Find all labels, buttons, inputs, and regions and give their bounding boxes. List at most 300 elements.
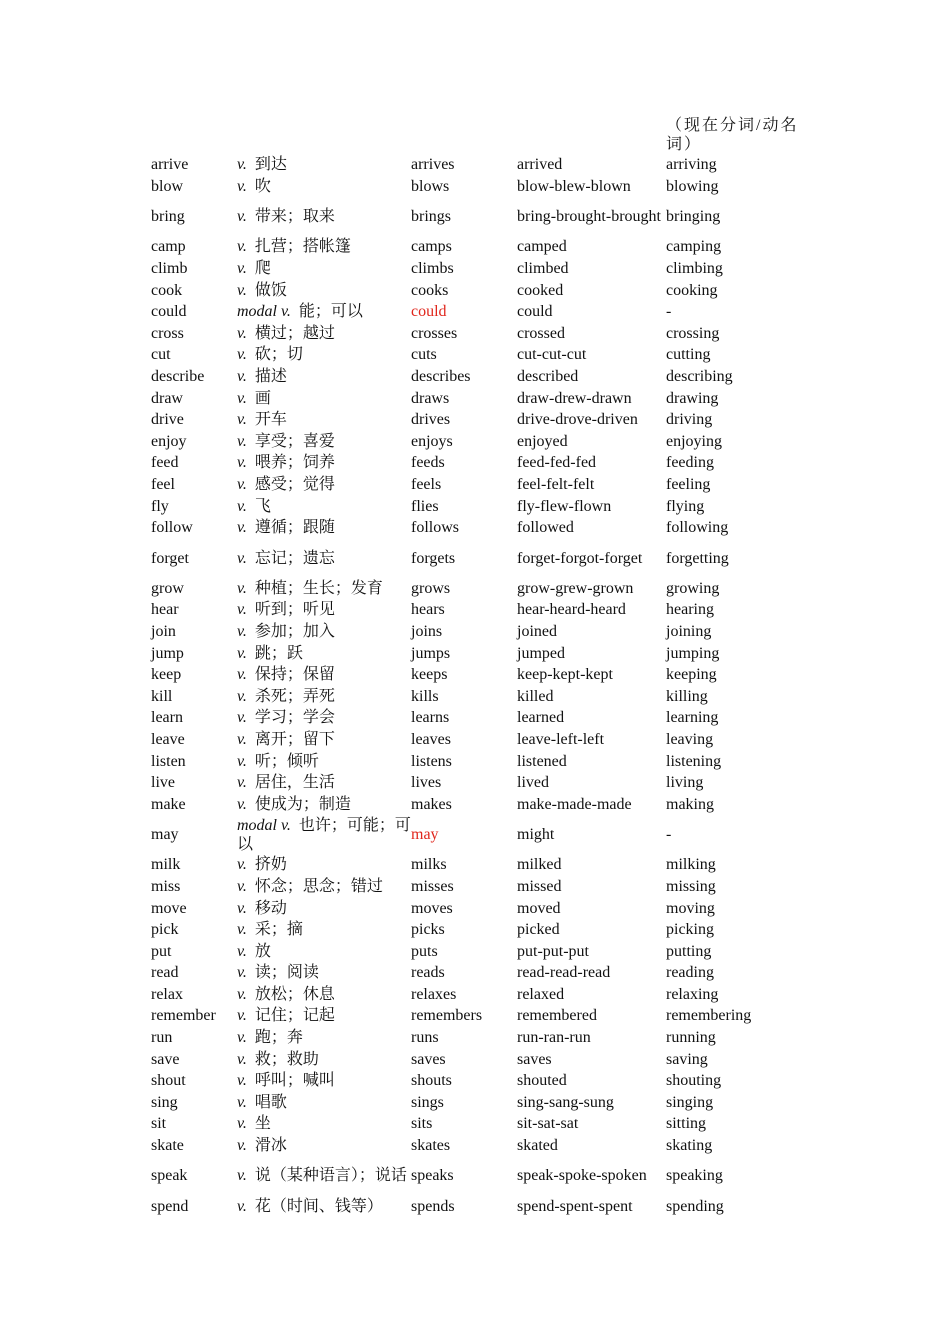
part-of-speech: v. (237, 1137, 247, 1155)
table-row (148, 431, 788, 453)
part-of-speech: v. (237, 1007, 247, 1025)
part-of-speech: v. (237, 579, 247, 597)
ing-form-cell: bringing (666, 208, 721, 226)
table-row (148, 1070, 788, 1092)
past-forms-cell: killed (517, 687, 554, 705)
past-forms-cell: feed-fed-fed (517, 454, 597, 472)
ing-form-cell: - (666, 303, 672, 321)
third-person-cell: feeds (411, 454, 445, 472)
third-person-cell: misses (411, 877, 454, 895)
third-person-cell: puts (411, 942, 438, 960)
table-row (148, 301, 788, 323)
third-person-cell: forgets (411, 549, 456, 567)
meaning-cell (237, 301, 411, 323)
meaning-cell (237, 599, 411, 621)
meaning-cell (237, 387, 411, 409)
meaning-cell (237, 1027, 411, 1049)
meaning-cell (237, 664, 411, 686)
third-person-cell: draws (411, 389, 450, 407)
ing-form-cell: learning (666, 709, 719, 727)
table-row (148, 1113, 788, 1135)
past-forms-cell: milked (517, 856, 562, 874)
table-row (148, 1156, 788, 1195)
past-forms-cell: drive-drove-driven (517, 411, 638, 429)
table-row (148, 750, 788, 772)
ing-form-cell: moving (666, 899, 715, 917)
chinese-meaning: 挤奶 (254, 856, 287, 874)
ing-form-cell: arriving (666, 156, 717, 174)
third-person-cell: arrives (411, 156, 455, 174)
third-person-cell: grows (411, 579, 451, 597)
part-of-speech: v. (237, 687, 247, 705)
word-cell: could (151, 303, 187, 321)
third-person-cell: shouts (411, 1072, 452, 1090)
ing-form-cell: shouting (666, 1072, 722, 1090)
part-of-speech: v. (237, 389, 247, 407)
chinese-meaning: 跑；奔 (254, 1029, 303, 1047)
chinese-meaning: 忘记；遗忘 (254, 549, 335, 567)
third-person-cell: describes (411, 368, 471, 386)
past-forms-cell: shouted (517, 1072, 567, 1090)
table-row (148, 962, 788, 984)
chinese-meaning: 记住；记起 (254, 1007, 335, 1025)
ing-form-cell: sitting (666, 1115, 707, 1133)
meaning-cell (237, 154, 411, 176)
ing-form-cell: spending (666, 1197, 724, 1215)
past-forms-cell: leave-left-left (517, 730, 605, 748)
meaning-cell (237, 876, 411, 898)
ing-form-cell: feeding (666, 454, 714, 472)
part-of-speech: v. (237, 1029, 247, 1047)
past-forms-cell: arrived (517, 156, 563, 174)
past-forms-cell: feel-felt-felt (517, 476, 595, 494)
meaning-cell (237, 197, 411, 236)
meaning-cell (237, 642, 411, 664)
chinese-meaning: 采；摘 (254, 921, 303, 939)
ing-form-cell: blowing (666, 177, 719, 195)
third-person-cell: moves (411, 899, 453, 917)
third-person-cell: climbs (411, 260, 454, 278)
meaning-cell (237, 750, 411, 772)
table-row (148, 344, 788, 366)
word-cell: cut (151, 346, 171, 364)
word-cell: camp (151, 238, 186, 256)
meaning-cell (237, 1135, 411, 1157)
chinese-meaning: 做饭 (254, 281, 287, 299)
ing-form-cell: relaxing (666, 985, 719, 1003)
chinese-meaning: 说（某种语言）；说话 (254, 1167, 407, 1185)
chinese-meaning: 放 (254, 942, 271, 960)
past-forms-cell: remembered (517, 1007, 597, 1025)
meaning-cell (237, 793, 411, 815)
table-row (148, 1135, 788, 1157)
chinese-meaning: 离开；留下 (254, 730, 335, 748)
part-of-speech: v. (237, 549, 247, 567)
ing-form-cell: picking (666, 921, 714, 939)
table-row (148, 876, 788, 898)
chinese-meaning: 救；救助 (254, 1050, 319, 1068)
meaning-cell (237, 919, 411, 941)
past-forms-cell: picked (517, 921, 560, 939)
chinese-meaning: 吹 (254, 177, 271, 195)
part-of-speech: v. (237, 324, 247, 342)
meaning-cell (237, 984, 411, 1006)
meaning-cell (237, 707, 411, 729)
meaning-cell (237, 323, 411, 345)
part-of-speech: v. (237, 260, 247, 278)
past-forms-cell: put-put-put (517, 942, 589, 960)
word-cell: forget (151, 549, 189, 567)
past-forms-cell: camped (517, 238, 567, 256)
meaning-cell (237, 578, 411, 600)
past-forms-cell: hear-heard-heard (517, 601, 626, 619)
past-forms-cell: moved (517, 899, 561, 917)
ing-form-cell: reading (666, 964, 714, 982)
part-of-speech: v. (237, 497, 247, 515)
word-cell: speak (151, 1167, 188, 1185)
past-forms-cell: spend-spent-spent (517, 1197, 633, 1215)
third-person-cell: follows (411, 519, 459, 537)
chinese-meaning: 画 (254, 389, 271, 407)
word-cell: sing (151, 1093, 178, 1111)
past-forms-cell: make-made-made (517, 795, 632, 813)
past-forms-cell: relaxed (517, 985, 565, 1003)
part-of-speech: v. (237, 156, 247, 174)
past-forms-cell: lived (517, 774, 549, 792)
past-forms-cell: read-read-read (517, 964, 611, 982)
meaning-cell (237, 897, 411, 919)
word-cell: miss (151, 877, 181, 895)
part-of-speech: v. (237, 774, 247, 792)
word-cell: hear (151, 601, 179, 619)
chinese-meaning: 能；可以 (298, 303, 363, 321)
word-cell: jump (151, 644, 184, 662)
word-cell: cook (151, 281, 183, 299)
chinese-meaning: 飞 (254, 497, 271, 515)
ing-form-cell: remembering (666, 1007, 752, 1025)
chinese-meaning: 遵循；跟随 (254, 519, 335, 537)
table-row (148, 1092, 788, 1114)
third-person-cell: flies (411, 497, 439, 515)
chinese-meaning: 花（时间、钱等） (254, 1197, 383, 1215)
word-cell: fly (151, 497, 169, 515)
part-of-speech: v. (237, 1115, 247, 1133)
third-person-cell: learns (411, 709, 450, 727)
meaning-cell (237, 452, 411, 474)
ing-form-cell: driving (666, 411, 713, 429)
chinese-meaning: 扎营；搭帐篷 (254, 238, 351, 256)
word-cell: read (151, 964, 179, 982)
part-of-speech: v. (237, 666, 247, 684)
chinese-meaning: 读；阅读 (254, 964, 319, 982)
past-forms-cell: missed (517, 877, 562, 895)
table-row (148, 664, 788, 686)
table-row (148, 815, 788, 854)
chinese-meaning: 坐 (254, 1115, 271, 1133)
third-person-cell: lives (411, 774, 442, 792)
part-of-speech: v. (237, 899, 247, 917)
table-row (148, 258, 788, 280)
part-of-speech: v. (237, 519, 247, 537)
meaning-cell (237, 854, 411, 876)
table-row (148, 984, 788, 1006)
third-person-cell: sings (411, 1093, 444, 1111)
chinese-meaning: 呼叫；喊叫 (254, 1072, 335, 1090)
chinese-meaning: 学习；学会 (254, 709, 335, 727)
table-row (148, 176, 788, 198)
word-cell: remember (151, 1007, 216, 1025)
meaning-cell (237, 940, 411, 962)
chinese-meaning: 唱歌 (254, 1093, 287, 1111)
past-forms-cell: crossed (517, 324, 565, 342)
word-cell: join (151, 622, 176, 640)
meaning-cell (237, 236, 411, 258)
third-person-cell: jumps (411, 644, 451, 662)
chinese-meaning: 感受；觉得 (254, 476, 335, 494)
part-of-speech: v. (237, 856, 247, 874)
third-person-cell: makes (411, 795, 452, 813)
chinese-meaning: 砍；切 (254, 346, 303, 364)
table-row (148, 452, 788, 474)
ing-form-cell: running (666, 1029, 716, 1047)
ing-form-cell: forgetting (666, 549, 729, 567)
word-cell: climb (151, 260, 188, 278)
ing-form-cell: listening (666, 752, 722, 770)
ing-form-cell: feeling (666, 476, 711, 494)
word-cell: kill (151, 687, 173, 705)
ing-form-cell: making (666, 795, 714, 813)
table-row (148, 578, 788, 600)
third-person-cell: runs (411, 1029, 439, 1047)
table-row (148, 539, 788, 578)
word-cell: put (151, 942, 172, 960)
chinese-meaning: 到达 (254, 156, 287, 174)
past-forms-cell: sit-sat-sat (517, 1115, 579, 1133)
ing-form-cell: drawing (666, 389, 719, 407)
part-of-speech: v. (237, 1197, 247, 1215)
word-cell: learn (151, 709, 183, 727)
word-cell: live (151, 774, 175, 792)
chinese-meaning: 移动 (254, 899, 287, 917)
chinese-meaning: 保持；保留 (254, 666, 335, 684)
part-of-speech: v. (237, 1167, 247, 1185)
ing-form-cell: skating (666, 1137, 713, 1155)
third-person-cell: skates (411, 1137, 451, 1155)
word-cell: draw (151, 389, 183, 407)
part-of-speech: v. (237, 476, 247, 494)
ing-form-cell: hearing (666, 601, 714, 619)
past-forms-cell: jumped (517, 644, 565, 662)
word-cell: skate (151, 1137, 184, 1155)
past-forms-cell: grow-grew-grown (517, 579, 634, 597)
meaning-cell (237, 517, 411, 539)
table-row (148, 793, 788, 815)
third-person-cell: saves (411, 1050, 446, 1068)
word-cell: make (151, 795, 186, 813)
chinese-meaning: 参加；加入 (254, 622, 335, 640)
word-cell: grow (151, 579, 184, 597)
meaning-cell (237, 772, 411, 794)
meaning-cell (237, 1070, 411, 1092)
part-of-speech: v. (237, 368, 247, 386)
ing-form-cell: describing (666, 368, 733, 386)
past-forms-cell: cut-cut-cut (517, 346, 587, 364)
part-of-speech: v. (237, 730, 247, 748)
chinese-meaning: 横过；越过 (254, 324, 335, 342)
table-row (148, 236, 788, 258)
meaning-cell (237, 495, 411, 517)
third-person-cell: milks (411, 856, 447, 874)
word-cell: shout (151, 1072, 186, 1090)
part-of-speech: v. (237, 177, 247, 195)
chinese-meaning: 跳；跃 (254, 644, 303, 662)
ing-form-cell: speaking (666, 1167, 723, 1185)
past-forms-cell: blow-blew-blown (517, 177, 631, 195)
ing-form-cell: following (666, 519, 729, 537)
past-forms-cell: enjoyed (517, 432, 568, 450)
ing-form-cell: living (666, 774, 704, 792)
third-person-cell: camps (411, 238, 452, 256)
part-of-speech: v. (237, 644, 247, 662)
third-person-cell: brings (411, 208, 451, 226)
table-row (148, 279, 788, 301)
part-of-speech: v. (237, 281, 247, 299)
past-forms-cell: might (517, 826, 555, 844)
word-cell: move (151, 899, 187, 917)
third-person-cell: drives (411, 411, 451, 429)
meaning-cell (237, 539, 411, 578)
ing-form-cell: milking (666, 856, 716, 874)
meaning-cell (237, 685, 411, 707)
part-of-speech: v. (237, 877, 247, 895)
table-row (148, 854, 788, 876)
word-cell: arrive (151, 156, 189, 174)
part-of-speech: v. (237, 921, 247, 939)
third-person-cell: listens (411, 752, 452, 770)
part-of-speech: v. (237, 1093, 247, 1111)
word-cell: run (151, 1029, 173, 1047)
past-forms-cell: cooked (517, 281, 564, 299)
vocabulary-table (148, 154, 788, 1217)
third-person-cell: hears (411, 601, 445, 619)
past-forms-cell: speak-spoke-spoken (517, 1167, 647, 1185)
word-cell: drive (151, 411, 184, 429)
part-of-speech: v. (237, 795, 247, 813)
past-forms-cell: keep-kept-kept (517, 666, 613, 684)
table-row (148, 197, 788, 236)
part-of-speech: v. (237, 622, 247, 640)
meaning-cell (237, 366, 411, 388)
meaning-cell (237, 258, 411, 280)
ing-form-cell: climbing (666, 260, 723, 278)
ing-form-cell: growing (666, 579, 720, 597)
meaning-cell (237, 962, 411, 984)
table-row (148, 642, 788, 664)
ing-form-cell: crossing (666, 324, 720, 342)
part-of-speech: v. (237, 1050, 247, 1068)
third-person-cell: sits (411, 1115, 433, 1133)
past-forms-cell: described (517, 368, 579, 386)
word-cell: may (151, 826, 179, 844)
chinese-meaning: 喂养；饲养 (254, 454, 335, 472)
past-forms-cell: sing-sang-sung (517, 1093, 614, 1111)
word-cell: relax (151, 985, 183, 1003)
table-row (148, 154, 788, 176)
past-forms-cell: followed (517, 519, 574, 537)
word-cell: describe (151, 368, 205, 386)
past-forms-cell: climbed (517, 260, 569, 278)
word-cell: follow (151, 519, 193, 537)
third-person-cell: crosses (411, 324, 458, 342)
table-row (148, 940, 788, 962)
meaning-cell (237, 176, 411, 198)
part-of-speech: v. (237, 964, 247, 982)
past-forms-cell: saves (517, 1050, 552, 1068)
chinese-meaning: 爬 (254, 260, 271, 278)
column-header-note: （现在分词/动名词） (666, 117, 799, 153)
past-forms-cell: joined (517, 622, 557, 640)
third-person-cell: cuts (411, 346, 437, 364)
word-cell: save (151, 1050, 180, 1068)
third-person-cell: blows (411, 177, 450, 195)
meaning-cell (237, 431, 411, 453)
ing-form-cell: flying (666, 497, 705, 515)
meaning-cell (237, 1092, 411, 1114)
ing-form-cell: cutting (666, 346, 711, 364)
meaning-cell (237, 474, 411, 496)
past-forms-cell: run-ran-run (517, 1029, 591, 1047)
third-person-cell: enjoys (411, 432, 453, 450)
meaning-cell (237, 1195, 411, 1217)
meaning-cell (237, 1156, 411, 1195)
meaning-cell (237, 1048, 411, 1070)
meaning-cell (237, 1005, 411, 1027)
past-forms-cell: bring-brought-brought (517, 208, 661, 226)
chinese-meaning: 也许；可能；可以 (237, 816, 411, 853)
third-person-cell: kills (411, 687, 439, 705)
table-row (148, 366, 788, 388)
third-person-cell: reads (411, 964, 445, 982)
past-forms-cell: could (517, 303, 553, 321)
chinese-meaning: 享受；喜爱 (254, 432, 335, 450)
table-row (148, 707, 788, 729)
ing-form-cell: - (666, 826, 672, 844)
part-of-speech: v. (237, 454, 247, 472)
chinese-meaning: 听；倾听 (254, 752, 319, 770)
chinese-meaning: 种植；生长；发育 (254, 579, 383, 597)
third-person-cell: joins (411, 622, 443, 640)
part-of-speech: v. (237, 208, 247, 226)
table-row (148, 323, 788, 345)
ing-form-cell: killing (666, 687, 708, 705)
third-person-cell: picks (411, 921, 445, 939)
table-row (148, 897, 788, 919)
meaning-cell (237, 344, 411, 366)
word-cell: blow (151, 177, 183, 195)
table-row (148, 599, 788, 621)
meaning-cell (237, 409, 411, 431)
word-cell: leave (151, 730, 185, 748)
word-cell: feel (151, 476, 175, 494)
part-of-speech: v. (237, 985, 247, 1003)
chinese-meaning: 放松；休息 (254, 985, 335, 1003)
ing-form-cell: leaving (666, 730, 714, 748)
chinese-meaning: 怀念；思念；错过 (254, 877, 383, 895)
chinese-meaning: 使成为；制造 (254, 795, 351, 813)
meaning-cell (237, 1113, 411, 1135)
table-row (148, 1195, 788, 1217)
ing-form-cell: missing (666, 877, 716, 895)
